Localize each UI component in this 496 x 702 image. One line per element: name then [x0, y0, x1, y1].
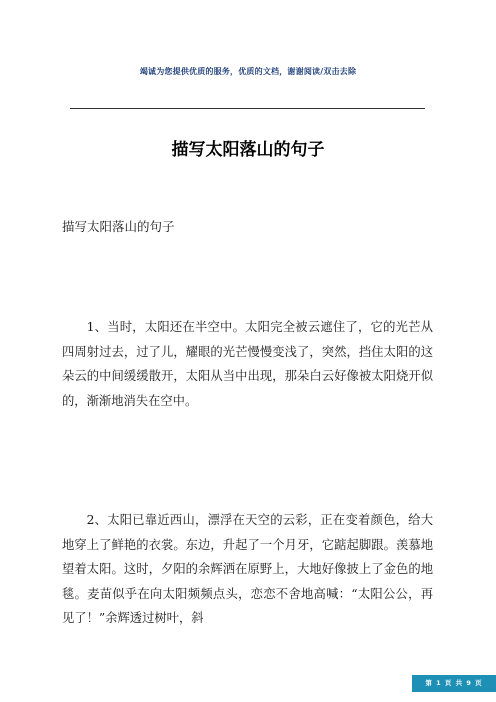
paragraph-2: 2、太阳已靠近西山，漂浮在天空的云彩，正在变着颜色，给大地穿上了鲜艳的衣裳。东边，升起了一个月牙，它踮起脚跟。羡慕地望着太阳。这时，夕阳的余辉洒在原野上，大地好像披上了金色的地毯。麦苗似乎在向太阳频频点头，恋恋不舍地高喊：“太阳公公，再见了！”余辉透过树叶，斜: [62, 513, 433, 625]
page-indicator-badge: 第 1 页 共 9 页: [412, 675, 496, 692]
paragraph-1: 1、当时，太阳还在半空中。太阳完全被云遮住了，它的光芒从四周射过去，过了儿，耀眼的光芒慢慢变浅了，突然，挡住太阳的这朵云的中间缓缓散开，太阳从当中出现，那朵白云好像被太阳烧开似的，渐渐地消失在空中。: [62, 320, 433, 408]
document-subtitle: 描写太阳落山的句子: [62, 219, 175, 234]
page-title: 描写太阳落山的句子: [171, 140, 325, 160]
header-note[interactable]: 竭诚为您提供优质的服务，优质的文档，谢谢阅读/双击去除: [139, 67, 357, 76]
header-divider: [70, 108, 425, 109]
